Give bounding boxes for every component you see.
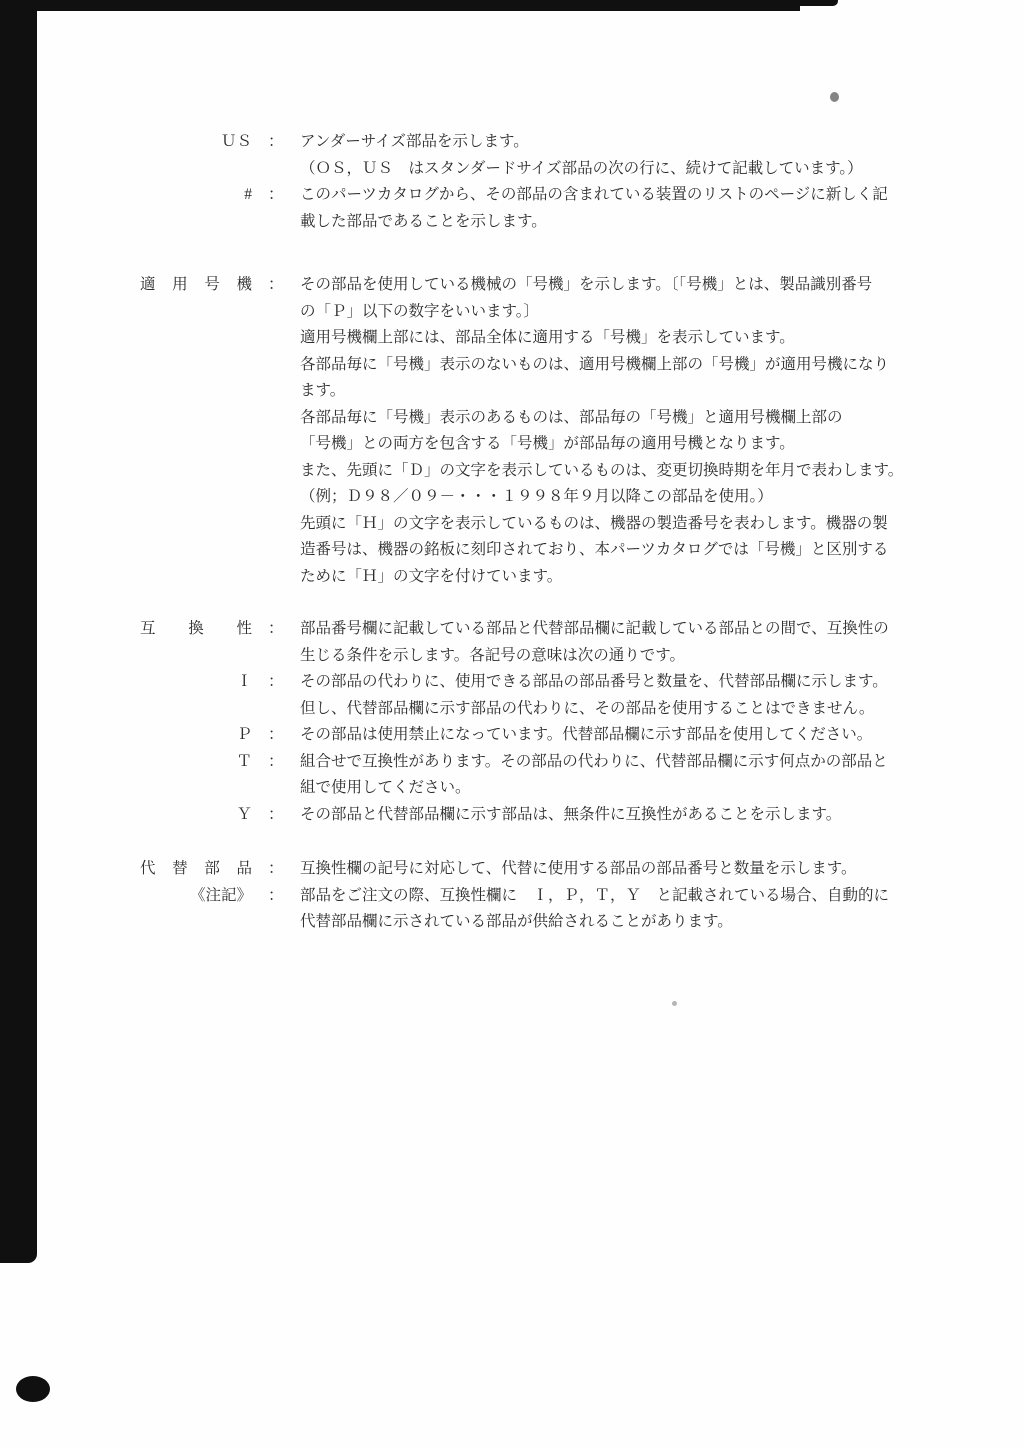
line-text: 組で使用してください。	[300, 779, 471, 796]
line-text: 組合せで互換性があります。その部品の代わりに、代替部品欄に示す何点かの部品と	[300, 752, 888, 770]
term-label: 代 替 部 品	[140, 860, 252, 877]
line-text: 「号機」との両方を包含する「号機」が部品毎の適用号機となります。	[300, 435, 795, 452]
colon-separator: ：	[268, 886, 284, 904]
definition-row	[0, 484, 1024, 511]
term-label: 《注記》	[189, 886, 252, 904]
line-text: その部品を使用している機械の「号機」を示します。〔「号機」とは、製品識別番号	[300, 276, 873, 293]
line-text: 造番号は、機器の銘板に刻印されており、本パーツカタログでは「号機」と区別する	[300, 541, 889, 558]
definition-row	[0, 669, 1024, 696]
line-text: また、先頭に「Ｄ」の文字を表示しているものは、変更切換時期を年月で表わします。	[300, 461, 904, 479]
definition-row	[0, 272, 1024, 299]
line-text: 代替部品欄に示されている部品が供給されることがあります。	[300, 913, 733, 930]
definition-row	[0, 378, 1024, 405]
line-text: その部品と代替部品欄に示す部品は、無条件に互換性があることを示します。	[300, 805, 842, 823]
term-label: Ｔ	[236, 752, 252, 770]
line-text: 載した部品であることを示します。	[300, 212, 547, 230]
definition-row	[0, 182, 1024, 209]
definition-row	[0, 722, 1024, 749]
definition-row	[0, 696, 1024, 723]
definition-row	[0, 458, 1024, 485]
line-text: （ＯＳ，ＵＳ はスタンダードサイズ部品の次の行に、続けて記載しています。）	[300, 159, 863, 177]
section-symbols	[0, 129, 1024, 235]
colon-separator: ：	[268, 752, 284, 770]
colon-separator: ：	[268, 805, 284, 823]
term-label: 互 換 性	[140, 620, 252, 637]
definition-row	[0, 325, 1024, 352]
line-text: ために「Ｈ」の文字を付けています。	[300, 567, 563, 585]
line-text: （例；Ｄ９８／０９－・・・１９９８年９月以降この部品を使用。）	[300, 488, 773, 505]
line-text: 先頭に「Ｈ」の文字を表示しているものは、機器の製造番号を表わします。機器の製	[300, 514, 888, 532]
section-substitute-parts	[0, 856, 1024, 936]
term-label: #	[244, 186, 252, 203]
scan-ink-blob	[16, 1376, 50, 1402]
colon-separator: ：	[268, 620, 284, 637]
term-label: Ｉ	[236, 673, 252, 690]
line-text: アンダーサイズ部品を示します。	[300, 133, 529, 150]
definition-row	[0, 616, 1024, 643]
definition-row	[0, 352, 1024, 379]
line-text: このパーツカタログから、その部品の含まれている装置のリストのページに新しく記	[300, 186, 888, 203]
definition-row	[0, 564, 1024, 591]
line-text: その部品の代わりに、使用できる部品の部品番号と数量を、代替部品欄に示します。	[300, 673, 888, 690]
definition-row	[0, 856, 1024, 883]
term-label: Ｐ	[236, 726, 252, 743]
definition-row	[0, 299, 1024, 326]
section-applicable-machine-number	[0, 272, 1024, 590]
colon-separator: ：	[268, 276, 284, 293]
definition-row	[0, 405, 1024, 432]
definition-row	[0, 209, 1024, 236]
definition-row	[0, 431, 1024, 458]
definition-row	[0, 883, 1024, 910]
definition-row	[0, 775, 1024, 802]
colon-separator: ：	[268, 860, 284, 877]
section-interchangeability	[0, 616, 1024, 828]
line-text: 各部品毎に「号機」表示のないものは、適用号機欄上部の「号機」が適用号機になり	[300, 355, 890, 373]
colon-separator: ：	[268, 726, 284, 743]
line-text: 但し、代替部品欄に示す部品の代わりに、その部品を使用することはできません。	[300, 699, 875, 717]
term-label: Ｙ	[236, 805, 252, 823]
line-text: 部品をご注文の際、互換性欄に Ｉ，Ｐ，Ｔ，Ｙ と記載されている場合、自動的に	[300, 886, 890, 904]
definition-row	[0, 537, 1024, 564]
line-text: その部品は使用禁止になっています。代替部品欄に示す部品を使用してください。	[300, 726, 873, 743]
line-text: 互換性欄の記号に対応して、代替に使用する部品の部品番号と数量を示します。	[300, 860, 857, 877]
line-text: の「Ｐ」以下の数字をいいます。〕	[300, 302, 540, 320]
definition-row	[0, 802, 1024, 829]
definition-row	[0, 511, 1024, 538]
line-text: ます。	[300, 382, 346, 399]
colon-separator: ：	[268, 133, 284, 150]
line-text: 生じる条件を示します。各記号の意味は次の通りです。	[300, 646, 686, 664]
scan-speck-artifact	[672, 1001, 677, 1006]
line-text: 各部品毎に「号機」表示のあるものは、部品毎の「号機」と適用号機欄上部の	[300, 408, 843, 426]
colon-separator: ：	[268, 673, 284, 690]
definition-row	[0, 749, 1024, 776]
definition-row	[0, 156, 1024, 183]
definition-row	[0, 129, 1024, 156]
term-label: ＵＳ	[220, 133, 252, 150]
line-text: 適用号機欄上部には、部品全体に適用する「号機」を表示しています。	[300, 329, 795, 346]
colon-separator: ：	[268, 186, 284, 203]
definition-row	[0, 643, 1024, 670]
line-text: 部品番号欄に記載している部品と代替部品欄に記載している部品との間で、互換性の	[300, 620, 889, 637]
term-label: 適 用 号 機	[140, 276, 252, 293]
definition-row	[0, 909, 1024, 936]
